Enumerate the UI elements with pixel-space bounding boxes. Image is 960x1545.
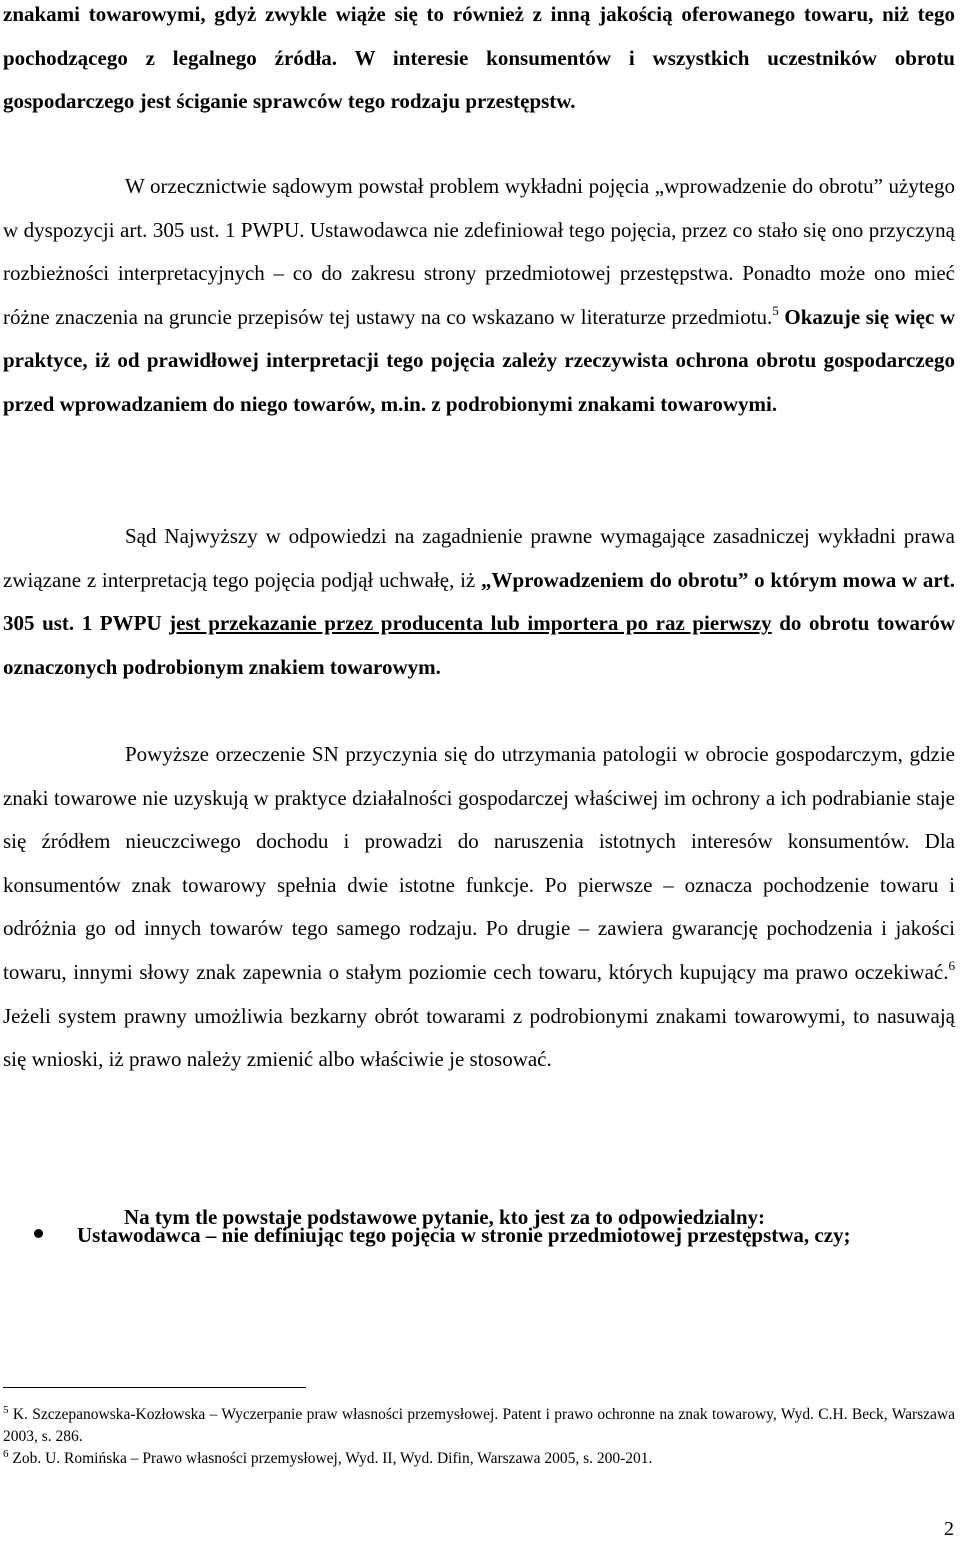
page-number: 2: [944, 1518, 954, 1540]
footnote-number: 5: [3, 1404, 9, 1416]
bullet-icon: [34, 1229, 43, 1238]
paragraph-text: Powyższe orzeczenie SN przyczynia się do utrzymania patologii w obrocie gospodarczym, gdzie znaki towarowe nie uzyskują w praktyce działalności gospodarczej właściwej im ochrony a ich podrabianie staje się źródłem nieuczciwego dochodu i prowadzi do naruszenia istotnych interesów konsumentów. Dla konsumentów znak towarowy spełnia dwie istotne funkcje. Po pierwsze – oznacza pochodzenie towaru i odróżnia go od innych towarów tego samego rodzaju. Po drugie – zawiera gwarancję pochodzenia i jakości towaru, innymi słowy znak zapewnia o stałym poziomie cech towaru, których kupujący ma prawo oczekiwać.: [3, 742, 955, 984]
footnote-ref-5[interactable]: 5: [772, 302, 779, 318]
paragraph-text: Sąd Najwyższy w odpowiedzi na zagadnienie prawne wymagające zasadniczej wykładni prawa związane z interpretacją tego pojęcia podjął uchwałę, iż: [3, 524, 955, 592]
footnote-number: 6: [3, 1448, 9, 1460]
footnote-separator: [3, 1387, 306, 1388]
paragraph-bold-text: Okazuje się więc w praktyce, iż od prawidłowej interpretacji tego pojęcia zależy rzeczywista ochrona obrotu gospodarczego przed wprowadzaniem do niego towarów, m.in. z podrobionymi znakami towarowymi.: [3, 304, 955, 416]
footnote-ref-6[interactable]: 6: [948, 957, 955, 973]
paragraph-consequences: [3, 733, 955, 1082]
paragraph-text: Jeżeli system prawny umożliwia bezkarny obrót towarami z podrobionymi znakami towarowymi, to nasuwają się wnioski, iż prawo należy zmienić albo właściwie je stosować.: [3, 1003, 955, 1072]
paragraph-bold-text: do obrotu towarów oznaczonych podrobionym znakiem towarowym.: [3, 611, 955, 679]
section-question-heading: Na tym tle powstaje podstawowe pytanie, kto jest za to odpowiedzialny:: [124, 1205, 766, 1229]
footnote-5: [3, 1404, 955, 1448]
paragraph-interpretation-problem: [3, 165, 955, 427]
paragraph-supreme-court: [3, 515, 955, 689]
paragraph-underlined-text: jest przekazanie przez producenta lub importera po raz pierwszy: [169, 611, 772, 636]
footnote-text: K. Szczepanowska-Kozłowska – Wyczerpanie praw własności przemysłowej. Patent i prawo ochronne na znak towarowy, Wyd. C.H. Beck, Warszawa 2003, s. 286.: [3, 1406, 955, 1445]
footnote-text: Zob. U. Romińska – Prawo własności przemysłowej, Wyd. II, Wyd. Difin, Warszawa 2005, s. 200-201.: [8, 1450, 653, 1467]
paragraph-bold-text: „Wprowadzeniem do obrotu” o którym mowa w art. 305 ust. 1 PWPU: [3, 567, 956, 636]
bullet-item-legislator: Ustawodawca – nie definiując tego pojęcia w stronie przedmiotowej przestępstwa, czy;: [77, 1223, 851, 1247]
paragraph-continuation: [3, 0, 955, 124]
paragraph-text: W orzecznictwie sądowym powstał problem wykładni pojęcia „wprowadzenie do obrotu” użytego w dyspozycji art. 305 ust. 1 PWPU. Ustawodawca nie zdefiniował tego pojęcia, przez co stało się ono przyczyną rozbieżności interpretacyjnych – co do zakresu strony przedmiotowej przestępstwa. Ponadto może ono mieć różne znaczenia na gruncie przepisów tej ustawy na co wskazano w literaturze przedmiotu.: [3, 174, 955, 329]
footnote-6: [3, 1448, 955, 1470]
paragraph-bold-text: znakami towarowymi, gdyż zwykle wiąże się to również z inną jakością oferowanego towaru, niż tego pochodzącego z legalnego źródła. W interesie konsumentów i wszystkich uczestników obrotu gospodarczego jest ściganie sprawców tego rodzaju przestępstw.: [3, 2, 955, 114]
